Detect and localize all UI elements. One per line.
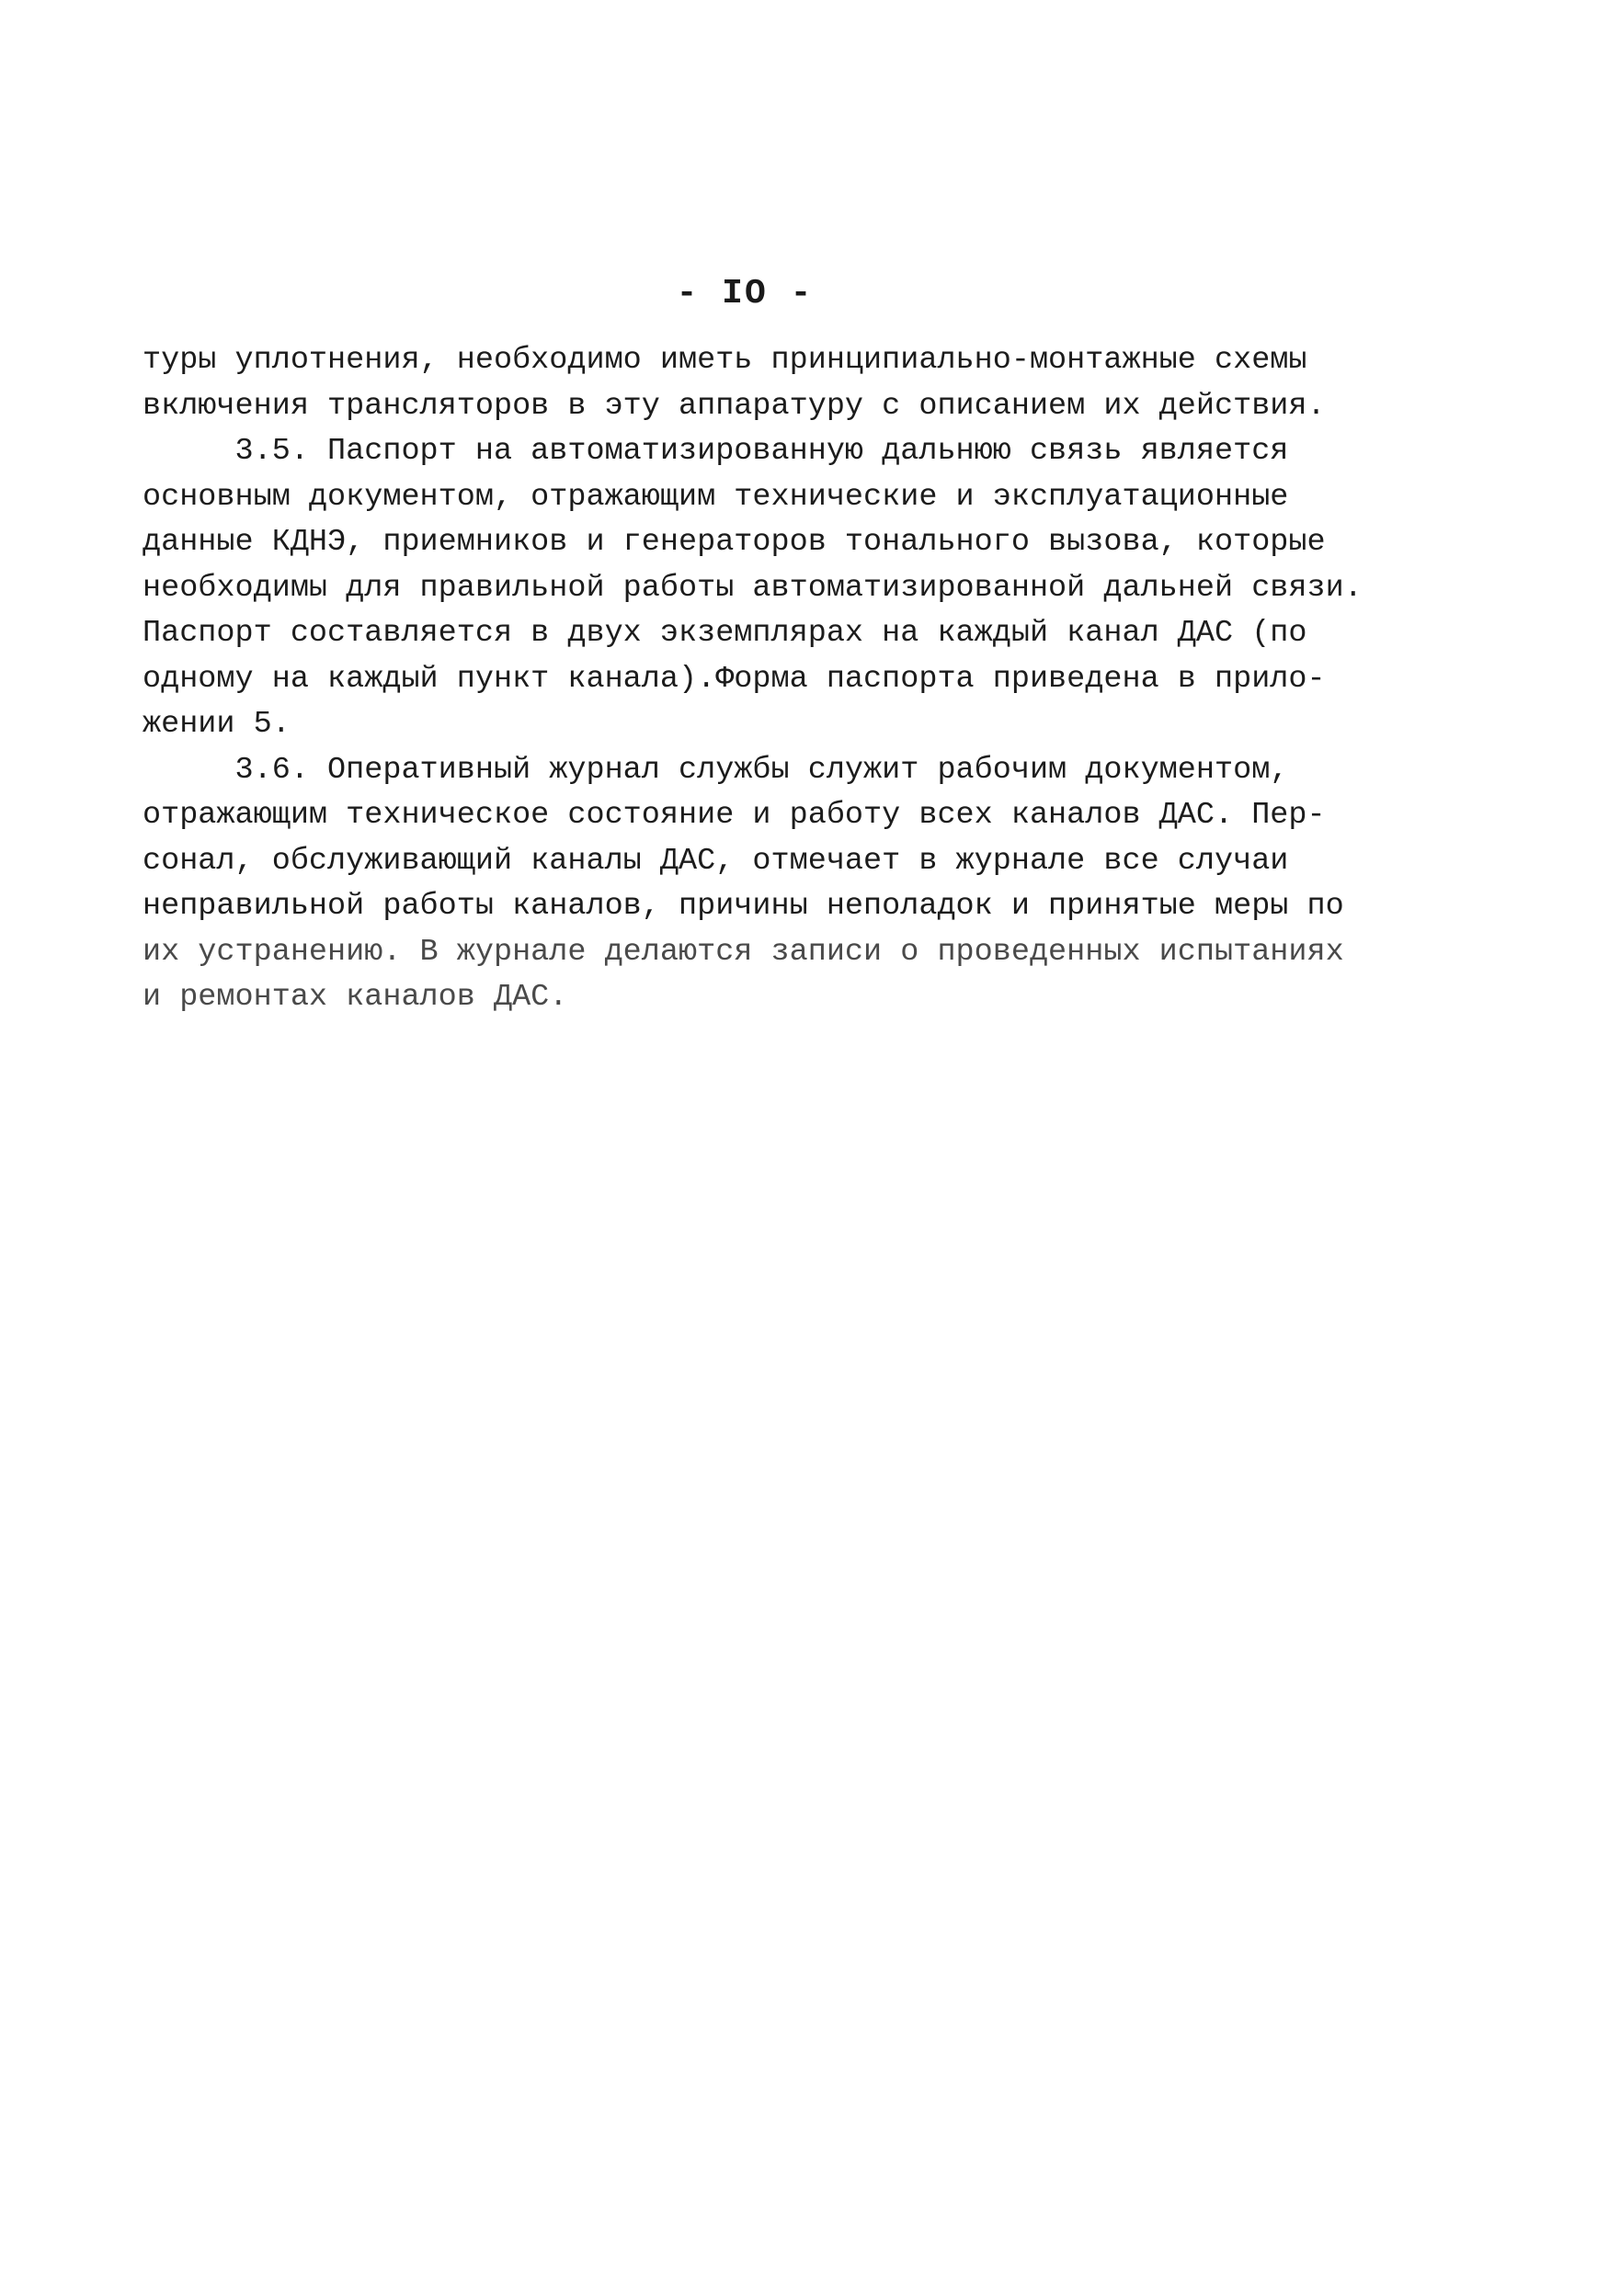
text-line: необходимы для правильной работы автоматизированной дальней связи.: [143, 570, 1363, 606]
paragraph-3-6-start: 3.6. Оперативный журнал службы служит рабочим документом,: [143, 752, 1289, 788]
text-line: основным документом, отражающим технические и эксплуатационные: [143, 479, 1289, 515]
text-line: сонал, обслуживающий каналы ДАС, отмечает в журнале все случаи: [143, 843, 1289, 879]
page-number: - IO -: [676, 274, 814, 313]
text-line: и ремонтах каналов ДАС.: [143, 980, 568, 1015]
document-body: [143, 338, 1439, 1021]
text-line: туры уплотнения, необходимо иметь принципиально-монтажные схемы: [143, 343, 1307, 378]
text-line: их устранению. В журнале делаются записи о проведенных испытаниях: [143, 934, 1344, 970]
text-line: Паспорт составляется в двух экземплярах на каждый канал ДАС (по: [143, 616, 1307, 651]
paragraph-3-5-start: 3.5. Паспорт на автоматизированную дальнюю связь является: [143, 434, 1289, 469]
text-line: данные КДНЭ, приемников и генераторов тонального вызова, которые: [143, 525, 1326, 560]
text-line: включения трансляторов в эту аппаратуру с описанием их действия.: [143, 388, 1326, 424]
text-line: неправильной работы каналов, причины неполадок и принятые меры по: [143, 889, 1344, 924]
text-line: жении 5.: [143, 707, 291, 742]
text-line: отражающим техническое состояние и работу всех каналов ДАС. Пер-: [143, 798, 1326, 833]
text-line: одному на каждый пункт канала).Форма паспорта приведена в прило-: [143, 661, 1326, 697]
